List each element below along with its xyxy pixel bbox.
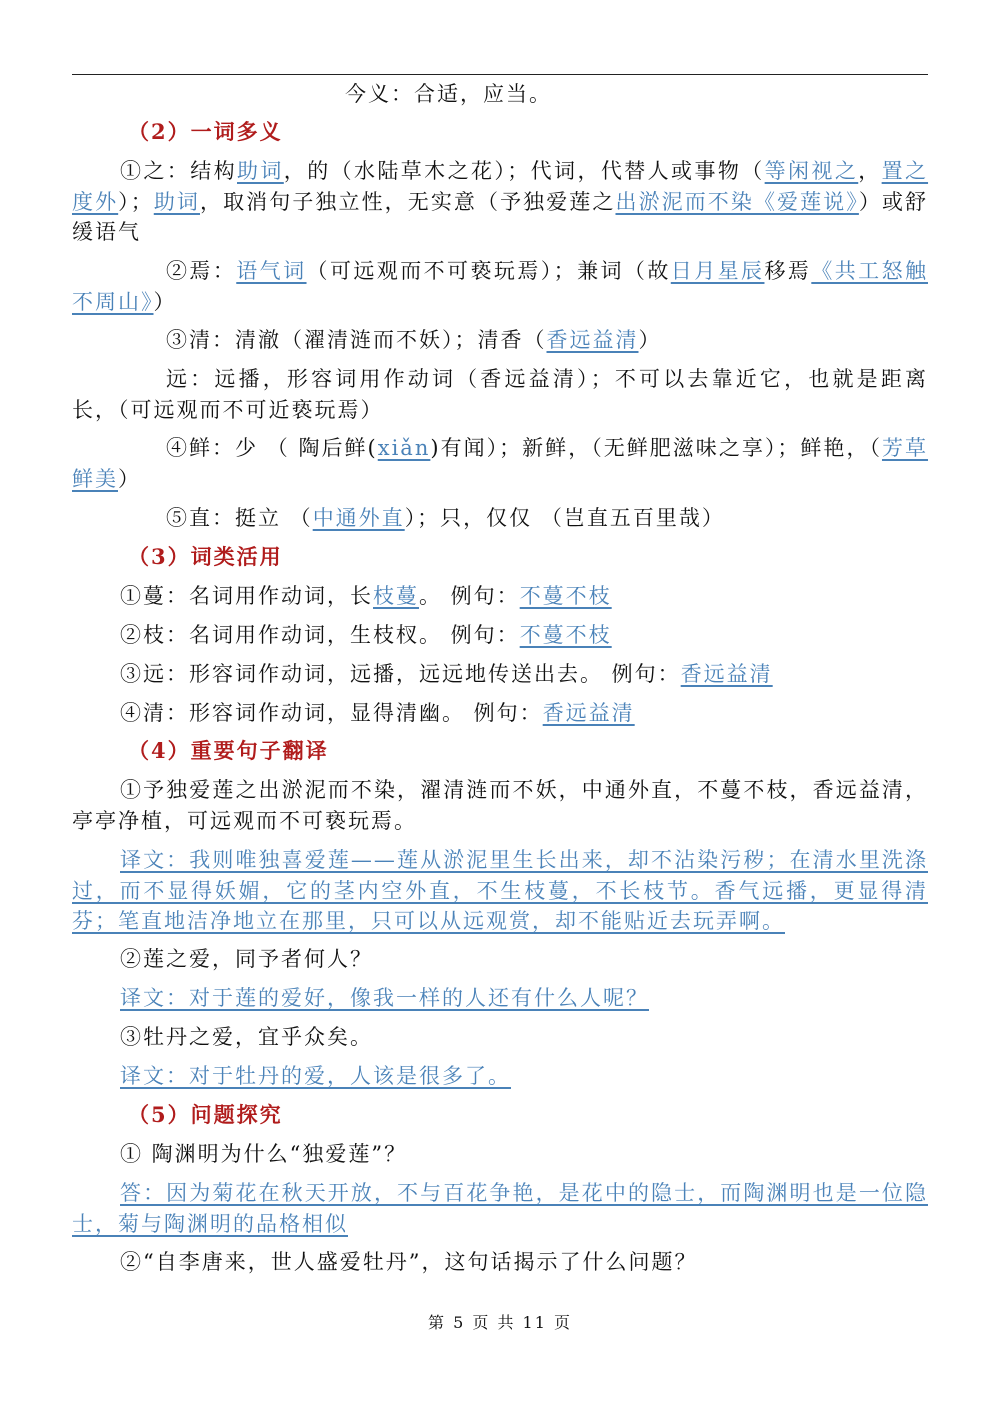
highlighted-text: 助词 — [153, 189, 201, 214]
text: ， — [858, 159, 882, 183]
text: ） — [118, 466, 141, 491]
paragraph — [72, 433, 928, 494]
highlighted-text: 不蔓不枝 — [519, 584, 612, 608]
text: ，取消句子独立性，无实意（予独爱莲之 — [200, 189, 616, 214]
highlighted-text: 出淤泥而不染《爱莲说》 — [615, 189, 859, 214]
highlighted-text: 香远益清 — [546, 328, 639, 352]
text: ① 陶渊明为什么“独爱莲”？ — [120, 1142, 408, 1166]
highlighted-text: 译文：我则唯独喜爱莲——莲从淤泥里生长出来，却不沾染污秽；在清水里洗涤过，而不显得妖媚，它的茎内空外直，不生枝蔓，不长枝节。香气远播，更显得清芬；笔直地洁净地立在那里，只可以从远观赏，却不能贴近去玩弄啊。 — [72, 848, 928, 933]
highlighted-text: 助词 — [237, 159, 284, 183]
paragraph — [72, 364, 928, 425]
text: ①之：结构 — [120, 159, 237, 183]
heading-text: （2）一词多义 — [128, 119, 283, 144]
paragraph — [72, 698, 928, 729]
paragraph — [72, 156, 928, 248]
text: 远：远播，形容词用作动词（香远益清）；不可以去靠近它，也就是距离长，（可远观而不可近亵玩焉） — [72, 367, 928, 422]
paragraph — [72, 1061, 928, 1092]
text: ③牡丹之爱，宜乎众矣。 — [120, 1025, 373, 1049]
paragraph — [72, 79, 928, 110]
header-rule — [72, 74, 928, 75]
paragraph — [72, 256, 928, 317]
section-heading — [72, 1100, 928, 1131]
highlighted-text: 答：因为菊花在秋天开放，不与百花争艳，是花中的隐士，而陶渊明也是一位隐士，菊与陶渊明的品格相似 — [72, 1181, 928, 1236]
paragraph — [72, 503, 928, 534]
text: ⑤直：挺立 （ — [166, 506, 313, 530]
highlighted-text: 香远益清 — [542, 701, 635, 725]
highlighted-text: 香远益清 — [680, 662, 773, 686]
text: 今义：合适，应当。 — [345, 82, 552, 106]
section-heading — [72, 117, 928, 148]
paragraph — [72, 944, 928, 975]
paragraph — [72, 581, 928, 612]
highlighted-text: 《共工怒触不周山》 — [72, 259, 928, 314]
highlighted-text: 不蔓不枝 — [519, 623, 612, 647]
heading-text: （5）问题探究 — [128, 1102, 283, 1127]
heading-text: （4）重要句子翻译 — [128, 738, 329, 763]
text: ②莲之爱，同予者何人？ — [120, 947, 373, 971]
highlighted-text: 等闲视之 — [764, 159, 859, 183]
highlighted-text: 芳草鲜美 — [72, 436, 929, 491]
highlighted-text: 译文：对于莲的爱好，像我一样的人还有什么人呢？ — [120, 986, 649, 1010]
text: ①蔓：名词用作动词，长 — [120, 584, 373, 608]
text: ②枝：名词用作动词，生枝杈。 例句： — [120, 623, 520, 647]
paragraph — [72, 1139, 928, 1170]
text: ③远：形容词作动词，远播，远远地传送出去。 例句： — [120, 662, 681, 686]
text: ②“自李唐来，世人盛爱牡丹”，这句话揭示了什么问题？ — [120, 1250, 698, 1274]
paragraph — [72, 325, 928, 356]
paragraph — [72, 659, 928, 690]
text: 移焉 — [764, 259, 812, 283]
section-heading — [72, 542, 928, 573]
text: ④鲜：少 （ 陶后鲜( — [166, 436, 378, 460]
paragraph — [72, 983, 928, 1014]
highlighted-text: xiǎn — [377, 436, 431, 460]
highlighted-text: 中通外直 — [312, 506, 405, 530]
text: ）或舒缓语气 — [72, 189, 929, 244]
highlighted-text: 语气词 — [236, 259, 307, 283]
text: 。 例句： — [419, 584, 520, 608]
text: ） — [153, 289, 177, 314]
text: ）； — [118, 189, 154, 214]
paragraph — [72, 1178, 928, 1239]
text: ①予独爱莲之出淤泥而不染，濯清涟而不妖，中通外直，不蔓不枝，香远益清，亭亭净植，可远观而不可亵玩焉。 — [72, 778, 928, 833]
text: ④清：形容词作动词，显得清幽。 例句： — [120, 701, 543, 725]
paragraph — [72, 845, 928, 937]
highlighted-text: 日月星辰 — [670, 259, 765, 283]
text: ） — [638, 328, 662, 352]
paragraph — [72, 1247, 928, 1278]
text: ②焉： — [166, 259, 237, 283]
highlighted-text: 枝蔓 — [373, 584, 419, 608]
paragraph — [72, 775, 928, 836]
text: ）；只，仅仅 （岂直五百里哉） — [404, 506, 725, 530]
highlighted-text: 译文：对于牡丹的爱，人该是很多了。 — [120, 1064, 511, 1088]
paragraph — [72, 620, 928, 651]
text: （可远观而不可亵玩焉）；兼词（故 — [306, 259, 671, 283]
text: ，的（水陆草木之花）；代词，代替人或事物（ — [283, 159, 765, 183]
text: ③清：清澈（濯清涟而不妖）；清香（ — [166, 328, 547, 352]
heading-text: （3）词类活用 — [128, 544, 283, 569]
paragraph — [72, 1022, 928, 1053]
text: )有闻）；新鲜，（无鲜肥滋味之享）；鲜艳，（ — [430, 436, 882, 460]
highlighted-text: 置之度外 — [72, 159, 929, 214]
section-heading — [72, 736, 928, 767]
page-footer: 第 5 页 共 11 页 — [428, 1313, 572, 1332]
